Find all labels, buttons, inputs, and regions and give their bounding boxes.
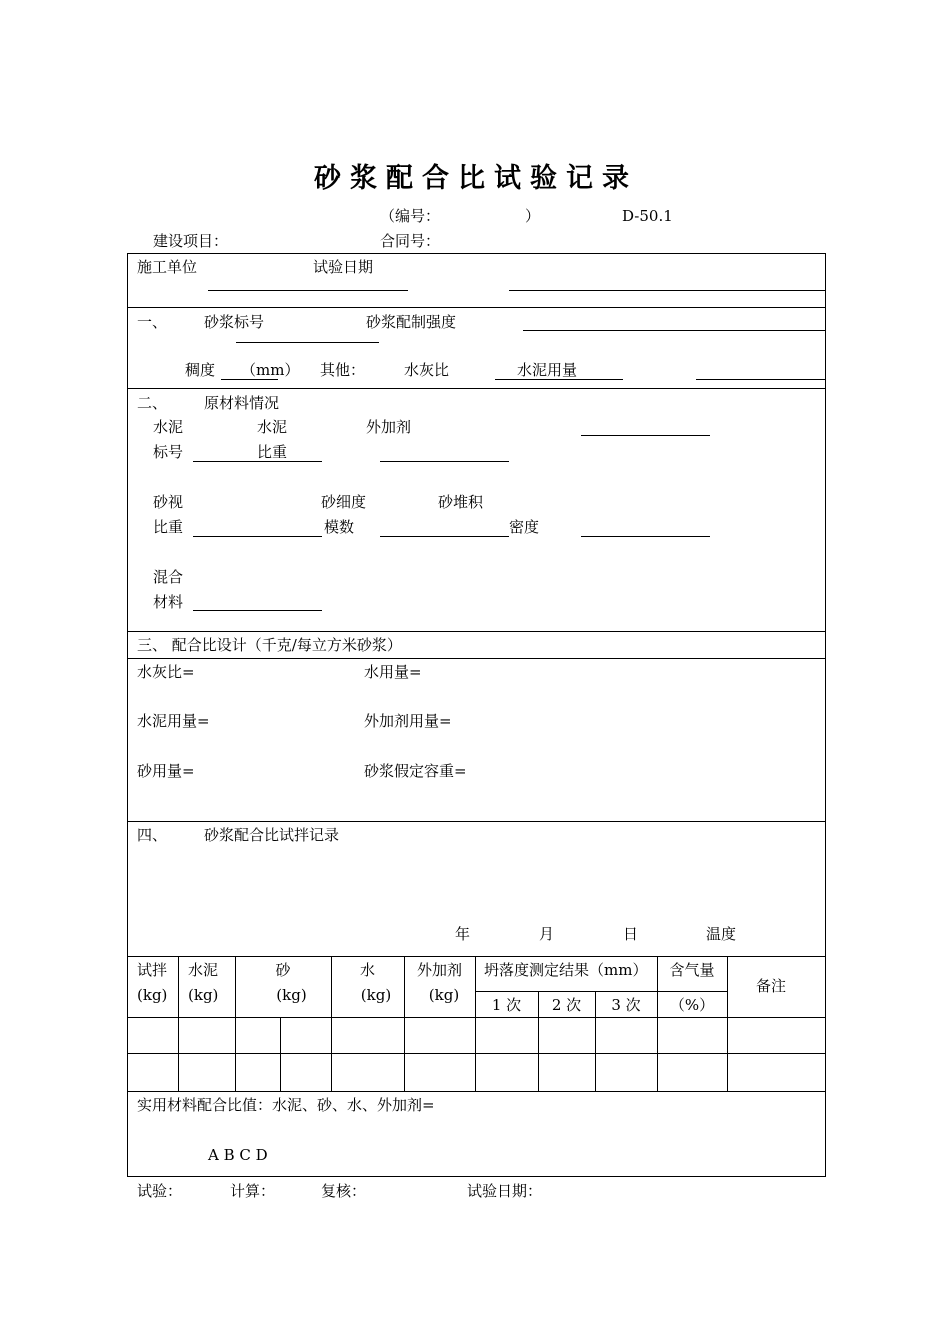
footer-calc: 计算：	[230, 1182, 276, 1200]
col-remarks: 备注	[755, 977, 786, 995]
admixture-eq: 外加剂用量=	[364, 712, 452, 730]
grade-label: 标号	[153, 443, 184, 461]
col-admixture: 外加剂	[416, 961, 462, 979]
divider-1	[127, 307, 826, 308]
apparent-density-label: 比重	[153, 518, 184, 536]
sand-apparent-label: 砂视	[153, 493, 184, 511]
consistency-label: 稠度	[185, 361, 216, 379]
mix-strength-label: 砂浆配制强度	[366, 313, 457, 331]
mix-material-field[interactable]	[193, 610, 322, 611]
mix-label: 混合	[153, 568, 184, 586]
density-label: 比重	[257, 443, 288, 461]
col-line-1	[178, 956, 179, 1091]
mm-unit: （mm）	[241, 361, 300, 379]
section2-heading: 原材料情况	[204, 394, 280, 412]
col-air: 含气量	[669, 961, 715, 979]
form-frame	[127, 253, 826, 1177]
project-label: 建设项目：	[153, 232, 229, 250]
form-number: D-50.1	[622, 207, 673, 225]
footer-test-date: 试验日期：	[467, 1182, 543, 1200]
test-date-label: 试验日期	[313, 258, 374, 276]
divider-7	[127, 1017, 826, 1018]
cement-amount-label: 水泥用量	[517, 361, 578, 379]
grade-field[interactable]	[193, 461, 322, 462]
material-label: 材料	[153, 593, 184, 611]
col-line-sand-split	[280, 1017, 281, 1091]
col-trial: 试拌	[137, 961, 168, 979]
col-slump-2: 2 次	[551, 996, 582, 1014]
cement-eq: 水泥用量=	[137, 712, 210, 730]
section3-heading: 三、 配合比设计（千克/每立方米砂浆）	[137, 636, 402, 654]
footer-review: 复核：	[321, 1182, 367, 1200]
temperature-label: 温度	[706, 925, 737, 943]
section4-heading: 砂浆配合比试拌记录	[204, 826, 340, 844]
col-sand-unit: (kg)	[276, 986, 307, 1004]
divider-3	[127, 631, 826, 632]
cement-amount-field[interactable]	[696, 379, 826, 380]
mortar-grade-field[interactable]	[236, 342, 379, 343]
wc-ratio-label: 水灰比	[404, 361, 450, 379]
divider-2	[127, 388, 826, 389]
admixture-label: 外加剂	[366, 418, 412, 436]
sand-bulk-label: 砂堆积	[438, 493, 484, 511]
month-label: 月	[539, 925, 555, 943]
cement-label: 水泥	[153, 418, 184, 436]
wc-ratio-eq: 水灰比=	[137, 663, 195, 681]
contract-label: 合同号：	[380, 232, 441, 250]
col-slump-1: 1 次	[491, 996, 522, 1014]
section4-index: 四、	[137, 826, 168, 844]
bulk-density-label: 密度	[509, 518, 540, 536]
mortar-grade-label: 砂浆标号	[204, 313, 265, 331]
footer-test: 试验：	[137, 1182, 183, 1200]
col-trial-unit: (kg)	[137, 986, 168, 1004]
water-eq: 水用量=	[364, 663, 422, 681]
year-label: 年	[455, 925, 471, 943]
col-admixture-unit: (kg)	[428, 986, 460, 1004]
mix-strength-field[interactable]	[523, 330, 826, 331]
cement-label-2: 水泥	[257, 418, 288, 436]
page-title: 砂浆配合比试验记录	[314, 163, 638, 194]
construction-unit-label: 施工单位	[137, 258, 198, 276]
abcd-label: A B C D	[208, 1146, 268, 1164]
sand-eq: 砂用量=	[137, 762, 195, 780]
section1-index: 一、	[137, 313, 168, 331]
col-sand: 砂	[275, 961, 291, 979]
apparent-density-field[interactable]	[193, 536, 322, 537]
construction-unit-field[interactable]	[208, 290, 408, 291]
col-water: 水	[359, 961, 375, 979]
other-label: 其他：	[320, 361, 366, 379]
actual-ratio-label: 实用材料配合比值：水泥、砂、水、外加剂=	[137, 1096, 435, 1114]
bulk-density-field[interactable]	[581, 536, 710, 537]
col-slump: 坍落度测定结果（mm）	[484, 961, 648, 979]
col-cement-unit: (kg)	[188, 986, 219, 1004]
modulus-label: 模数	[324, 518, 355, 536]
day-label: 日	[623, 925, 639, 943]
divider-5	[127, 821, 826, 822]
admixture-field[interactable]	[581, 435, 710, 436]
slump-subheader-line	[475, 991, 727, 992]
code-close: ）	[525, 207, 541, 225]
modulus-field[interactable]	[380, 536, 509, 537]
col-air-unit: （%）	[669, 996, 715, 1014]
test-date-field[interactable]	[509, 290, 826, 291]
col-cement: 水泥	[188, 961, 219, 979]
col-slump-3: 3 次	[611, 996, 641, 1014]
density-field[interactable]	[380, 461, 509, 462]
code-label: （编号：	[380, 207, 441, 225]
wc-ratio-field[interactable]	[495, 379, 623, 380]
col-water-unit: (kg)	[360, 986, 392, 1004]
divider-9	[127, 1091, 826, 1092]
divider-6	[127, 956, 826, 957]
sand-fineness-label: 砂细度	[321, 493, 367, 511]
col-line-5	[475, 956, 476, 1091]
mortar-density-eq: 砂浆假定容重=	[364, 762, 467, 780]
consistency-field[interactable]	[221, 379, 278, 380]
divider-4	[127, 658, 826, 659]
divider-8	[127, 1053, 826, 1054]
section2-index: 二、	[137, 394, 168, 412]
